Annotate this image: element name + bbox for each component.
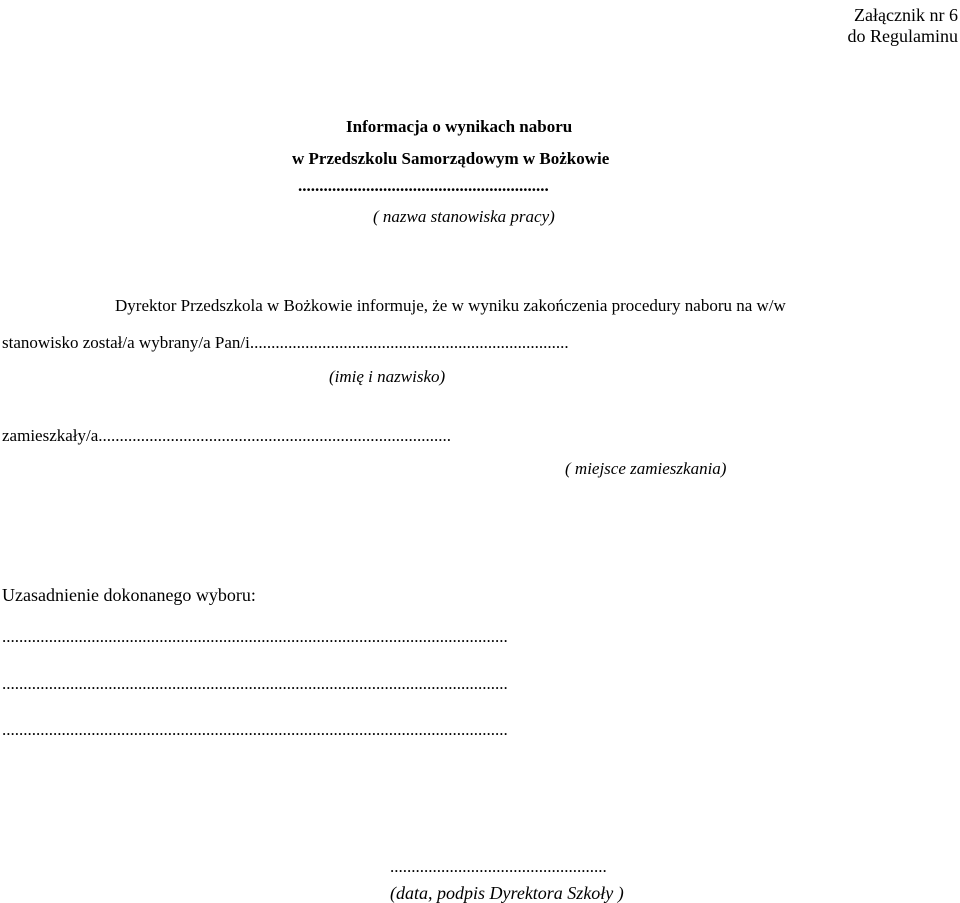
signature-caption: (data, podpis Dyrektora Szkoły ): [390, 883, 624, 903]
announcement-line-1: Dyrektor Przedszkola w Bożkowie informuje, że w wyniku zakończenia procedury naboru na w/w: [115, 296, 786, 315]
justification-dots-2: .......................................................................................................................: [2, 674, 508, 693]
justification-dots-1: .......................................................................................................................: [2, 627, 508, 646]
justification-label: Uzasadnienie dokonanego wyboru:: [2, 585, 256, 605]
attachment-number: Załącznik nr 6: [854, 5, 958, 25]
justification-dots-3: .......................................................................................................................: [2, 720, 508, 739]
document-title: Informacja o wynikach naboru: [346, 117, 573, 136]
document-subtitle: w Przedszkolu Samorządowym w Bożkowie: [292, 149, 610, 168]
name-caption: (imię i nazwisko): [329, 367, 446, 386]
announcement-line-2: stanowisko został/a wybrany/a Pan/i...........................................................................: [2, 333, 569, 352]
position-caption: ( nazwa stanowiska pracy): [373, 207, 555, 226]
attachment-regulation: do Regulaminu: [847, 26, 958, 46]
signature-placeholder: ...................................................: [390, 857, 607, 876]
residence-caption: ( miejsce zamieszkania): [565, 459, 727, 478]
residence-line: zamieszkały/a...................................................................................: [2, 426, 452, 445]
position-placeholder: ...........................................................: [298, 176, 549, 195]
